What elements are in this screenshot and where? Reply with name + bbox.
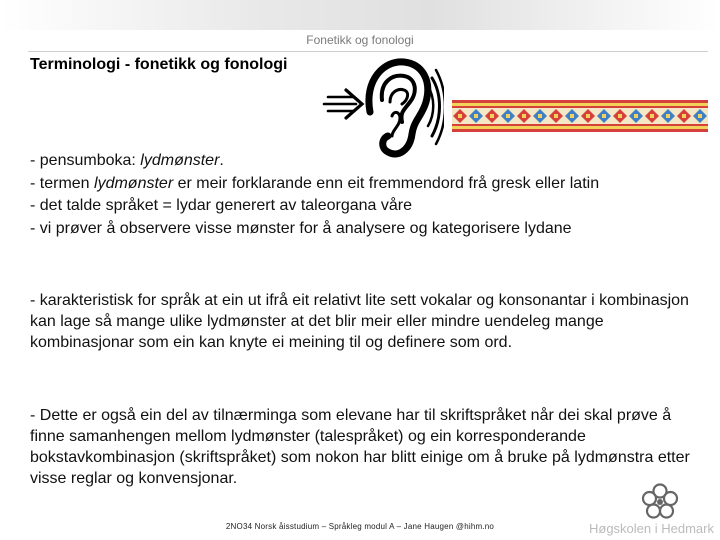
bullet-item: - pensumboka: lydmønster. — [30, 152, 224, 169]
ear-illustration-icon — [322, 56, 444, 160]
footer-course-info: 2NO34 Norsk åisstudium – Språkleg modul A – Jane Haugen @hihm.no — [225, 522, 495, 531]
band-dot — [474, 114, 478, 118]
header-gradient-bar — [0, 0, 720, 30]
band-dot — [538, 114, 542, 118]
band-dot — [586, 114, 590, 118]
band-dot — [506, 114, 510, 118]
paragraph-karakteristisk: - karakteristisk for språk at ein ut ifrå eit relativt lite sett vokalar og konsonantar i kombinasjon kan lage så mange ulike lydmønster at det blir meir eller mindre uendeleg mange kombinasjonar som ein kan knyte ei meining til og definere som ord. — [30, 292, 689, 351]
band-dot — [682, 114, 686, 118]
band-dot — [522, 114, 526, 118]
band-dot — [650, 114, 654, 118]
band-dot — [554, 114, 558, 118]
band-dot — [602, 114, 606, 118]
band-dot — [490, 114, 494, 118]
bullet-item: - vi prøver å observere visse mønster for å analysere og kategorisere lydane — [30, 219, 572, 237]
flower-logo-icon — [640, 482, 680, 522]
slide-title: Terminologi - fonetikk og fonologi — [30, 56, 288, 73]
band-dot — [458, 114, 462, 118]
bullet-item: - termen lydmønster er meir forklarande enn eit fremmendord frå gresk eller latin — [30, 174, 600, 192]
band-dot — [618, 114, 622, 118]
bullet-item: - det talde språket = lydar generert av taleorgana våre — [30, 197, 412, 214]
footer-brand: Høgskolen i Hedmark — [589, 521, 714, 536]
band-dot — [634, 114, 638, 118]
decorative-woven-band — [452, 100, 708, 132]
band-dot — [698, 114, 702, 118]
paragraph-tilnaerming: - Dette er også ein del av tilnærminga som elevane har til skriftspråket når dei skal prøve å finne samanhengen mellom lydmønster (talespråket) og ein korresponderande bokstavkombinasjon (skriftspråket) som nokon har blitt einige om å bruke på lydmønstra etter visse reglar og konvensjonar. — [30, 407, 690, 487]
arrow-icon — [324, 90, 362, 118]
band-dot — [570, 114, 574, 118]
band-dot — [666, 114, 670, 118]
bullet-list — [30, 150, 690, 240]
header-title: Fonetikk og fonologi — [306, 33, 414, 47]
header-divider — [28, 51, 708, 52]
sound-waves-icon — [428, 70, 444, 144]
